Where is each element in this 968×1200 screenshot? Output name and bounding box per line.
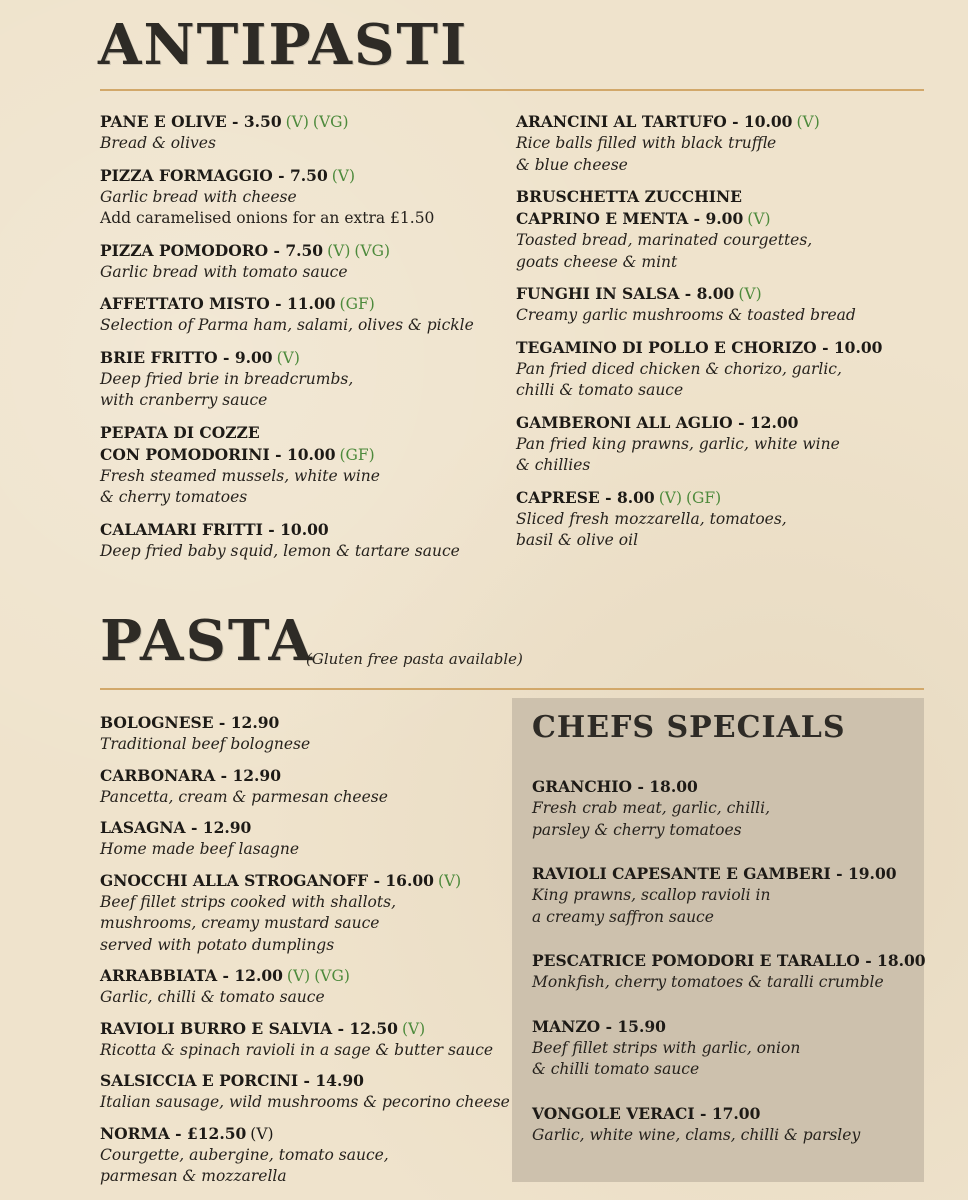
menu-item-title: CALAMARI FRITTI - 10.00 bbox=[100, 519, 329, 539]
dietary-tag: (V) bbox=[285, 113, 309, 131]
menu-item-name bbox=[100, 712, 500, 734]
dietary-tag: (GF) bbox=[339, 295, 375, 313]
dietary-tag: (VG) bbox=[312, 113, 349, 131]
menu-item bbox=[100, 111, 500, 155]
menu-item-name bbox=[532, 863, 922, 885]
menu-item-title: GRANCHIO - 18.00 bbox=[532, 777, 698, 796]
menu-item-name bbox=[516, 186, 926, 208]
menu-item-title: MANZO - 15.90 bbox=[532, 1016, 666, 1036]
menu-item-description: Rice balls filled with black truffle bbox=[516, 134, 777, 152]
menu-item-title: ARRABBIATA - 12.00 bbox=[100, 966, 283, 985]
antipasti-heading: ANTIPASTI bbox=[98, 12, 469, 78]
menu-item bbox=[516, 337, 926, 402]
menu-item-name bbox=[516, 111, 926, 133]
menu-item-description: Courgette, aubergine, tomato sauce, bbox=[100, 1145, 389, 1164]
pasta-note: (Gluten free pasta available) bbox=[306, 650, 523, 668]
menu-item-description: chilli & tomato sauce bbox=[516, 381, 684, 399]
menu-item bbox=[516, 186, 926, 273]
menu-item-description: Creamy garlic mushrooms & toasted bread bbox=[516, 306, 856, 324]
menu-item-title: PIZZA FORMAGGIO - 7.50 bbox=[100, 165, 328, 185]
menu-item-name bbox=[100, 165, 500, 187]
menu-item-description: Pan fried king prawns, garlic, white wine bbox=[516, 434, 840, 453]
menu-item-name bbox=[100, 240, 500, 262]
menu-item-description: served with potato dumplings bbox=[100, 935, 335, 954]
menu-item-description: & chillies bbox=[516, 456, 591, 474]
menu-item-description: Deep fried baby squid, lemon & tartare sauce bbox=[100, 541, 460, 560]
dietary-tag: (V) bbox=[286, 967, 311, 985]
menu-item-description: Traditional beef bolognese bbox=[100, 735, 311, 753]
menu-item-description: parsley & cherry tomatoes bbox=[532, 820, 742, 839]
menu-item-title: FUNGHI IN SALSA - 8.00 bbox=[516, 284, 735, 303]
menu-item bbox=[100, 712, 500, 756]
menu-item-title: GNOCCHI ALLA STROGANOFF - 16.00 bbox=[100, 870, 434, 890]
menu-item-description: King prawns, scallop ravioli in bbox=[532, 886, 771, 904]
dietary-tag: (GF) bbox=[339, 445, 375, 464]
antipasti-left-column bbox=[100, 111, 500, 572]
menu-item-description: goats cheese & mint bbox=[516, 252, 678, 271]
menu-item-description: Garlic, chilli & tomato sauce bbox=[100, 988, 325, 1006]
menu-item-description: Fresh crab meat, garlic, chilli, bbox=[532, 799, 771, 817]
menu-item bbox=[532, 776, 922, 841]
menu-item-description: Ricotta & spinach ravioli in a sage & butter sauce bbox=[100, 1040, 494, 1059]
menu-item-description: Selection of Parma ham, salami, olives & pickle bbox=[100, 316, 474, 334]
menu-item bbox=[100, 519, 500, 563]
menu-item-title: PESCATRICE POMODORI E TARALLO - 18.00 bbox=[532, 951, 926, 970]
menu-item-description: & blue cheese bbox=[516, 155, 628, 174]
antipasti-right-column bbox=[516, 111, 926, 562]
menu-item-description: Sliced fresh mozzarella, tomatoes, bbox=[516, 509, 787, 528]
menu-item-description: Bread & olives bbox=[100, 134, 216, 152]
menu-item-title: CON POMODORINI - 10.00 bbox=[100, 444, 336, 464]
menu-item-name bbox=[532, 950, 926, 972]
menu-item bbox=[100, 165, 500, 230]
menu-item bbox=[516, 111, 926, 176]
menu-item-title: NORMA - £12.50 bbox=[100, 1123, 247, 1143]
menu-item bbox=[100, 1123, 500, 1188]
menu-item-name bbox=[100, 870, 500, 892]
dietary-tag: (V) bbox=[437, 871, 462, 890]
chefs-specials-list bbox=[532, 776, 926, 1168]
menu-item-name bbox=[100, 444, 500, 466]
menu-item bbox=[100, 1018, 500, 1062]
dietary-tag: (V) bbox=[276, 348, 300, 367]
menu-item-name bbox=[100, 1123, 500, 1145]
pasta-column bbox=[100, 712, 510, 1197]
dietary-tag: (VG) bbox=[314, 967, 350, 985]
menu-item-description: Garlic bread with cheese bbox=[100, 187, 297, 206]
menu-item-description: Pan fried diced chicken & chorizo, garlic, bbox=[516, 359, 842, 378]
menu-item-name bbox=[516, 337, 926, 359]
menu-item-title: AFFETTATO MISTO - 11.00 bbox=[100, 294, 336, 313]
menu-item-description: Fresh steamed mussels, white wine bbox=[100, 466, 380, 485]
menu-item-name bbox=[100, 965, 500, 987]
menu-item-name bbox=[100, 293, 500, 315]
menu-item-name bbox=[532, 1016, 922, 1038]
menu-item-description: Beef fillet strips cooked with shallots, bbox=[100, 892, 396, 911]
menu-item-description: Garlic bread with tomato sauce bbox=[100, 262, 348, 281]
chefs-specials-heading: CHEFS SPECIALS bbox=[532, 710, 846, 745]
menu-item-title: RAVIOLI CAPESANTE E GAMBERI - 19.00 bbox=[532, 864, 897, 883]
menu-item bbox=[516, 412, 926, 477]
menu-item-title: PEPATA DI COZZE bbox=[100, 422, 260, 442]
dietary-tag: (V) bbox=[250, 1124, 274, 1143]
menu-item-title: PANE E OLIVE - 3.50 bbox=[100, 112, 282, 131]
menu-item-title: SALSICCIA E PORCINI - 14.90 bbox=[100, 1071, 364, 1090]
divider-pasta bbox=[100, 688, 924, 690]
menu-item-description: Monkfish, cherry tomatoes & taralli crumble bbox=[532, 973, 884, 991]
menu-item-description: Toasted bread, marinated courgettes, bbox=[516, 231, 813, 249]
menu-item-description: Garlic, white wine, clams, chilli & parsley bbox=[532, 1125, 861, 1144]
menu-item-name bbox=[100, 422, 500, 444]
menu-item-name bbox=[100, 1018, 500, 1040]
divider-antipasti bbox=[100, 89, 924, 91]
menu-item-name bbox=[100, 519, 500, 541]
menu-item-description: parmesan & mozzarella bbox=[100, 1167, 287, 1185]
dietary-tag: (V) bbox=[401, 1019, 426, 1038]
menu-item-name bbox=[100, 111, 500, 133]
pasta-heading: PASTA bbox=[100, 608, 314, 674]
menu-item-description: Italian sausage, wild mushrooms & pecorino cheese bbox=[100, 1093, 510, 1111]
menu-item bbox=[100, 240, 500, 284]
dietary-tag: (V) bbox=[327, 241, 351, 260]
menu-item-description: with cranberry sauce bbox=[100, 391, 268, 409]
menu-item bbox=[100, 965, 500, 1009]
menu-item-name bbox=[516, 487, 926, 509]
chefs-specials-panel bbox=[512, 698, 924, 1182]
dietary-tag: (VG) bbox=[354, 241, 391, 260]
dietary-tag: (GF) bbox=[686, 488, 722, 507]
menu-item-name bbox=[100, 765, 500, 787]
menu-item-name bbox=[516, 412, 926, 434]
menu-item-description: Pancetta, cream & parmesan cheese bbox=[100, 787, 388, 806]
menu-item bbox=[516, 283, 926, 327]
menu-item bbox=[100, 870, 500, 957]
menu-item-title: VONGOLE VERACI - 17.00 bbox=[532, 1103, 761, 1123]
menu-item-description: & chilli tomato sauce bbox=[532, 1060, 700, 1078]
menu-item bbox=[100, 347, 500, 412]
dietary-tag: (V) bbox=[331, 166, 356, 185]
menu-item-name bbox=[100, 347, 500, 369]
dietary-tag: (V) bbox=[796, 113, 820, 131]
menu-item-name bbox=[532, 776, 922, 798]
menu-item bbox=[532, 950, 926, 994]
menu-item-title: ARANCINI AL TARTUFO - 10.00 bbox=[516, 112, 793, 131]
menu-item-name bbox=[100, 817, 500, 839]
dietary-tag: (V) bbox=[658, 488, 682, 507]
menu-item-name bbox=[516, 208, 926, 230]
menu-item-title: PIZZA POMODORO - 7.50 bbox=[100, 240, 324, 260]
menu-item-title: BOLOGNESE - 12.90 bbox=[100, 713, 280, 732]
menu-item bbox=[532, 1016, 922, 1081]
dietary-tag: (V) bbox=[738, 285, 762, 303]
menu-item bbox=[100, 817, 500, 861]
menu-item-title: RAVIOLI BURRO E SALVIA - 12.50 bbox=[100, 1018, 398, 1038]
menu-item-title: LASAGNA - 12.90 bbox=[100, 818, 252, 837]
menu-item-title: CARBONARA - 12.90 bbox=[100, 765, 281, 785]
menu-item-description: Beef fillet strips with garlic, onion bbox=[532, 1038, 801, 1057]
menu-item-name bbox=[516, 283, 926, 305]
menu-item bbox=[100, 1070, 510, 1114]
menu-item-title: BRUSCHETTA ZUCCHINE bbox=[516, 187, 742, 206]
menu-item bbox=[532, 1103, 922, 1147]
menu-item-title: GAMBERONI ALL AGLIO - 12.00 bbox=[516, 412, 799, 432]
menu-item bbox=[100, 765, 500, 809]
menu-item-name bbox=[532, 1103, 922, 1125]
menu-item bbox=[516, 487, 926, 552]
menu-item-title: BRIE FRITTO - 9.00 bbox=[100, 347, 273, 367]
menu-item-description: mushrooms, creamy mustard sauce bbox=[100, 914, 380, 932]
menu-item-note: Add caramelised onions for an extra £1.50 bbox=[100, 209, 435, 227]
menu-item-title: TEGAMINO DI POLLO E CHORIZO - 10.00 bbox=[516, 337, 883, 357]
menu-item-name bbox=[100, 1070, 500, 1092]
menu-item-description: basil & olive oil bbox=[516, 531, 639, 549]
menu-item-description: a creamy saffron sauce bbox=[532, 907, 714, 926]
menu-item bbox=[100, 293, 500, 337]
dietary-tag: (V) bbox=[747, 210, 771, 228]
menu-item-description: Deep fried brie in breadcrumbs, bbox=[100, 369, 354, 388]
menu-item-description: & cherry tomatoes bbox=[100, 488, 248, 506]
menu-item bbox=[100, 422, 500, 509]
menu-item-title: CAPRESE - 8.00 bbox=[516, 487, 655, 507]
menu-item-title: CAPRINO E MENTA - 9.00 bbox=[516, 209, 744, 228]
menu-item bbox=[532, 863, 922, 928]
menu-item-description: Home made beef lasagne bbox=[100, 840, 300, 858]
